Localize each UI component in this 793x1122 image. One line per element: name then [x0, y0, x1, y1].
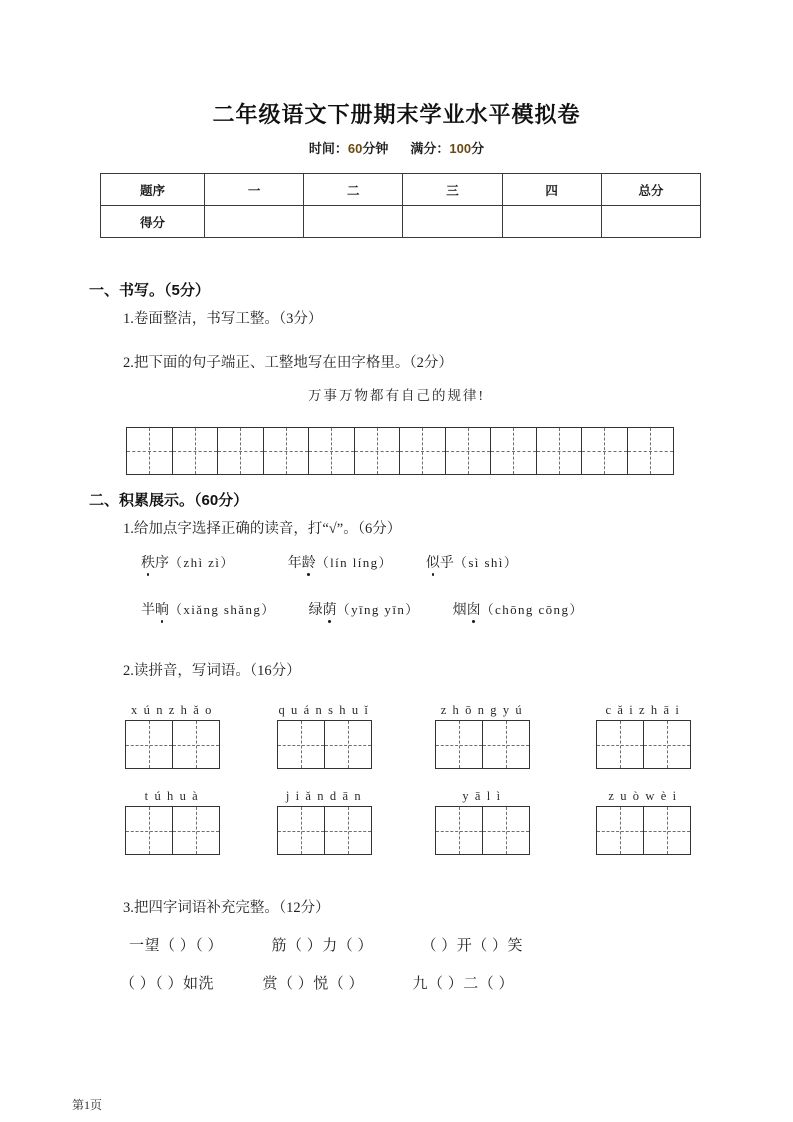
grid-cell[interactable]	[173, 807, 220, 854]
grid-cell[interactable]	[483, 721, 530, 768]
time-label: 时间：	[308, 141, 348, 156]
dotted-char: 龄	[302, 552, 316, 572]
pinyin-options: （sì shì）	[453, 555, 519, 570]
dotted-char: 囱	[467, 599, 481, 619]
grid-cell[interactable]	[400, 428, 446, 474]
idiom-row-1	[129, 934, 523, 955]
word-box-2[interactable]	[277, 720, 372, 769]
grid-cell[interactable]	[628, 428, 674, 474]
grid-cell[interactable]	[126, 807, 173, 854]
pinyin-label-3: z h ō n g y ú	[440, 703, 524, 717]
col-header-total: 总分	[601, 174, 700, 206]
pinyin-label-5: t ú h u à	[144, 789, 200, 803]
grid-cell[interactable]	[491, 428, 537, 474]
grid-cell[interactable]	[126, 721, 173, 768]
dotted-char: 似	[426, 552, 440, 572]
idiom-1[interactable]: 一望（ ）（ ）	[129, 938, 224, 954]
pinyin-label-4: c ǎ i z h ā i	[605, 703, 681, 717]
pron-item-6[interactable]	[453, 599, 584, 619]
pinyin-options: （chōng cōng）	[480, 602, 584, 617]
grid-cell[interactable]	[173, 721, 220, 768]
dotted-char: 秩	[141, 552, 155, 572]
word-pre: 绿	[308, 603, 323, 618]
copy-sentence: 万事万物都有自己的规律!	[308, 388, 485, 403]
word-box-7[interactable]	[435, 806, 530, 855]
grid-cell[interactable]	[483, 807, 530, 854]
section-one-question-1: 1.卷面整洁，书写工整。（3分）	[123, 311, 323, 327]
score-value: 100	[449, 141, 472, 156]
grid-cell[interactable]	[597, 807, 644, 854]
grid-cell[interactable]	[325, 721, 372, 768]
word-rest: 序	[155, 556, 169, 571]
grid-cell[interactable]	[436, 721, 483, 768]
col-header-2: 二	[304, 174, 403, 206]
grid-cell[interactable]	[173, 428, 219, 474]
pronunciation-row-2	[141, 599, 584, 619]
score-cell-4[interactable]	[502, 206, 601, 238]
idiom-3[interactable]: （ ）开（ ）笑	[421, 938, 524, 954]
table-row-score	[101, 206, 701, 238]
word-box-3[interactable]	[435, 720, 530, 769]
time-value: 60	[347, 141, 363, 156]
table-row-header	[101, 174, 701, 206]
score-label: 满分：	[410, 141, 450, 156]
pron-item-3[interactable]	[426, 552, 518, 572]
word-pre: 半	[141, 603, 155, 618]
page-title: 二年级语文下册期末学业水平模拟卷	[212, 102, 581, 127]
word-rest: 乎	[439, 556, 454, 571]
col-header-4: 四	[502, 174, 601, 206]
col-header-1: 一	[205, 174, 304, 206]
grid-cell[interactable]	[309, 428, 355, 474]
dotted-char: 晌	[155, 599, 169, 619]
grid-cell[interactable]	[644, 807, 691, 854]
score-cell-2[interactable]	[304, 206, 403, 238]
pinyin-label-2: q u á n s h u ǐ	[278, 703, 370, 717]
col-header-3: 三	[403, 174, 502, 206]
word-pre: 年	[287, 556, 302, 571]
score-cell-total[interactable]	[601, 206, 700, 238]
grid-cell[interactable]	[436, 807, 483, 854]
grid-cell[interactable]	[127, 428, 173, 474]
page-footer: 第1页	[72, 1098, 103, 1112]
idiom-4[interactable]: （ ）（ ）如洗	[120, 976, 215, 992]
idiom-2[interactable]: 筋（ ）力（ ）	[271, 938, 374, 954]
pinyin-label-7: y ā l ì	[462, 789, 502, 803]
pinyin-options: （xiǎng shǎng）	[169, 602, 276, 617]
pron-item-2[interactable]	[288, 552, 393, 572]
grid-cell[interactable]	[278, 721, 325, 768]
grid-cell[interactable]	[218, 428, 264, 474]
pinyin-options: （yīng yīn）	[336, 602, 420, 617]
pronunciation-row-1	[141, 552, 518, 572]
grid-cell[interactable]	[597, 721, 644, 768]
score-cell-3[interactable]	[403, 206, 502, 238]
section-one-question-2: 2.把下面的句子端正、工整地写在田字格里。（2分）	[123, 355, 453, 371]
pinyin-options: （zhì zì）	[169, 555, 235, 570]
pron-item-5[interactable]	[309, 599, 420, 619]
word-box-6[interactable]	[277, 806, 372, 855]
word-box-8[interactable]	[596, 806, 691, 855]
score-unit: 分	[471, 141, 485, 156]
pron-item-1[interactable]	[141, 552, 235, 572]
grid-cell[interactable]	[264, 428, 310, 474]
word-box-4[interactable]	[596, 720, 691, 769]
grid-cell[interactable]	[446, 428, 492, 474]
pron-item-4[interactable]	[141, 599, 276, 619]
score-table	[100, 173, 701, 238]
pinyin-label-1: x ú n z h ǎ o	[131, 703, 213, 717]
section-two-question-2-prompt: 2.读拼音，写词语。（16分）	[123, 663, 301, 679]
pinyin-label-6: j i ǎ n d ā n	[285, 789, 363, 803]
section-two-heading: 二、积累展示。（60分）	[89, 492, 249, 509]
score-cell-1[interactable]	[205, 206, 304, 238]
grid-cell[interactable]	[278, 807, 325, 854]
writing-grid-strip[interactable]	[126, 427, 674, 475]
grid-cell[interactable]	[582, 428, 628, 474]
exam-meta	[0, 138, 793, 157]
word-pre: 烟	[452, 603, 467, 618]
row-label-index: 题序	[101, 174, 205, 206]
idiom-6[interactable]: 九（ ）二（ ）	[412, 976, 515, 992]
grid-cell[interactable]	[355, 428, 401, 474]
pinyin-label-8: z u ò w è i	[608, 789, 678, 803]
section-two-question-1-prompt: 1.给加点字选择正确的读音，打“√”。（6分）	[123, 521, 402, 537]
grid-cell[interactable]	[325, 807, 372, 854]
row-label-score: 得分	[101, 206, 205, 238]
pinyin-options: （lín líng）	[315, 555, 393, 570]
idiom-5[interactable]: 赏（ ）悦（ ）	[262, 976, 365, 992]
section-one-heading: 一、书写。（5分）	[89, 282, 210, 299]
grid-cell[interactable]	[644, 721, 691, 768]
section-two-question-3-prompt: 3.把四字词语补充完整。（12分）	[123, 900, 330, 916]
word-box-5[interactable]	[125, 806, 220, 855]
dotted-char: 荫	[323, 599, 337, 619]
time-unit: 分钟	[362, 141, 389, 156]
idiom-row-2	[120, 972, 514, 993]
word-box-1[interactable]	[125, 720, 220, 769]
grid-cell[interactable]	[537, 428, 583, 474]
